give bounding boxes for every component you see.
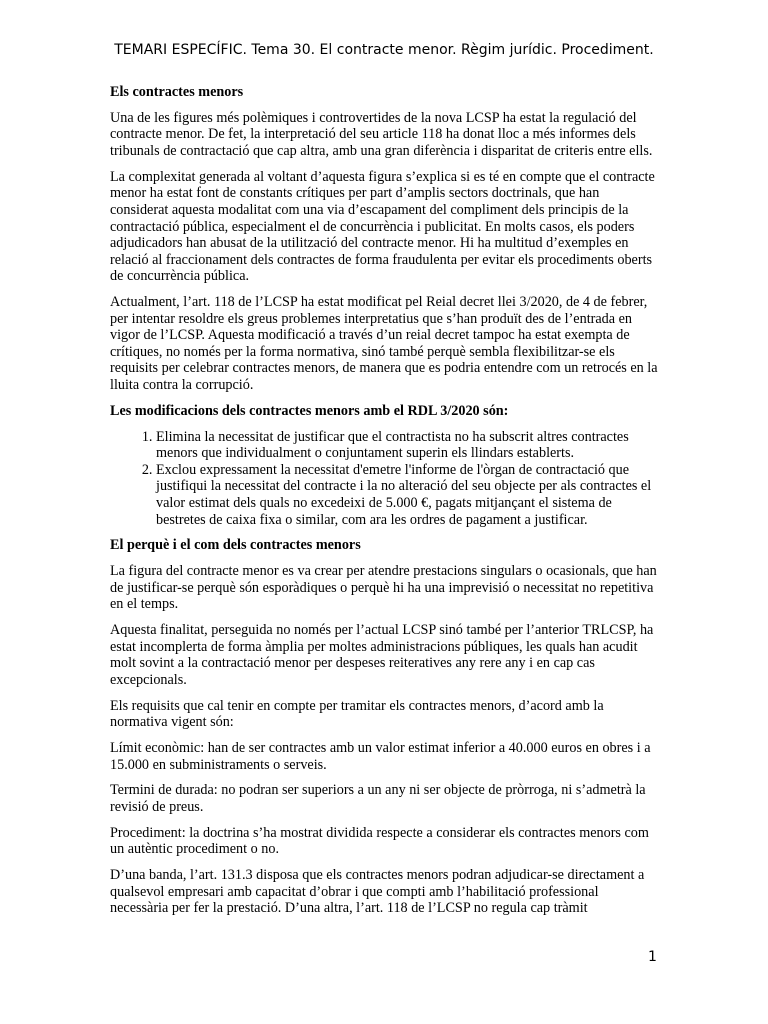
- paragraph: Actualment, l’art. 118 de l’LCSP ha estat modificat pel Reial decret llei 3/2020, de 4 de febrer, per intentar resoldre els greus problemes interpretatius que s’han produït des de l’entrada en vigor de l’LCSP. Aquesta modificació a través d’un reial decret tampoc ha estat exempta de crítiques, no només per la forma normativa, sinó també perquè sembla flexibilitzar-se els requisits per celebrar contractes menors, de manera que es podria entendre com un retrocés en la lluita contra la corrupció.: [110, 294, 658, 394]
- section-heading: Les modificacions dels contractes menors amb el RDL 3/2020 són:: [110, 402, 509, 419]
- page-number: 1: [648, 949, 657, 965]
- paragraph: D’una banda, l’art. 131.3 disposa que els contractes menors podran adjudicar-se directament a qualsevol empresari amb capacitat d’obrar i que compti amb l’habilitació professional necessària per fer la prestació. D’una altra, l’art. 118 de l’LCSP no regula cap tràmit: [110, 867, 645, 917]
- list-item: 2. Exclou expressament la necessitat d'emetre l'informe de l'òrgan de contractació que justifiqui la necessitat del contracte i la no alteració del seu objecte per als contractes el valor estimat dels quals no excedeixi de 5.000 €, pagats mitjançant el sistema de bestretes de caixa fixa o similar, com ara les ordres de pagament a justificar.: [156, 462, 660, 528]
- section-heading: Els contractes menors: [110, 84, 244, 100]
- paragraph: La figura del contracte menor es va crear per atendre prestacions singulars o ocasionals, que han de justificar-se perquè són esporàdiques o perquè hi ha una imprevisió o necessitat no repetitiva en el temps.: [110, 563, 657, 613]
- page-header: TEMARI ESPECÍFIC. Tema 30. El contracte menor. Règim jurídic. Procediment.: [114, 42, 654, 58]
- paragraph: Límit econòmic: han de ser contractes amb un valor estimat inferior a 40.000 euros en obres i a 15.000 en subministraments o serveis.: [110, 740, 651, 773]
- paragraph: Termini de durada: no podran ser superiors a un any ni ser objecte de pròrroga, ni s’admetrà la revisió de preus.: [110, 782, 646, 816]
- paragraph: Els requisits que cal tenir en compte per tramitar els contractes menors, d’acord amb la normativa vigent són:: [110, 697, 604, 731]
- paragraph: Aquesta finalitat, perseguida no només per l’actual LCSP sinó també per l’anterior TRLCSP, ha estat incomplerta de forma àmplia per moltes administracions públiques, les quals han acudit molt sovint a la contractació menor per despeses reiteratives any rere any i en cap cas excepcionals.: [110, 622, 654, 688]
- list-item: 1. Elimina la necessitat de justificar que el contractista no ha subscrit altres contractes menors que individualment o conjuntament superin els llindars establerts.: [156, 429, 660, 462]
- paragraph: Procediment: la doctrina s’ha mostrat dividida respecte a considerar els contractes menors com un autèntic procediment o no.: [110, 824, 649, 858]
- document-body: [110, 84, 660, 926]
- modifications-list: [110, 429, 660, 529]
- paragraph: Una de les figures més polèmiques i controvertides de la nova LCSP ha estat la regulació del contracte menor. De fet, la interpretació del seu article 118 ha donat lloc a més informes dels tribunals de contractació que cap altra, amb una gran diferència i disparitat de criteris entre ells.: [110, 109, 653, 159]
- paragraph: La complexitat generada al voltant d’aquesta figura s’explica si es té en compte que el contracte menor ha estat font de constants crítiques per part d’amplis sectors doctrinals, que han considerat aquesta modalitat com una via d’escapament del compliment dels principis de la contractació pública, especialment el de concurrència i publicitat. En molts casos, els poders adjudicadors han abusat de la utilització del contracte menor. Hi ha multitud d’exemples en relació al fraccionament dels contractes de forma fraudulenta per evitar els procediments oberts de concurrència pública.: [110, 168, 655, 285]
- section-heading: El perquè i el com dels contractes menors: [110, 537, 361, 554]
